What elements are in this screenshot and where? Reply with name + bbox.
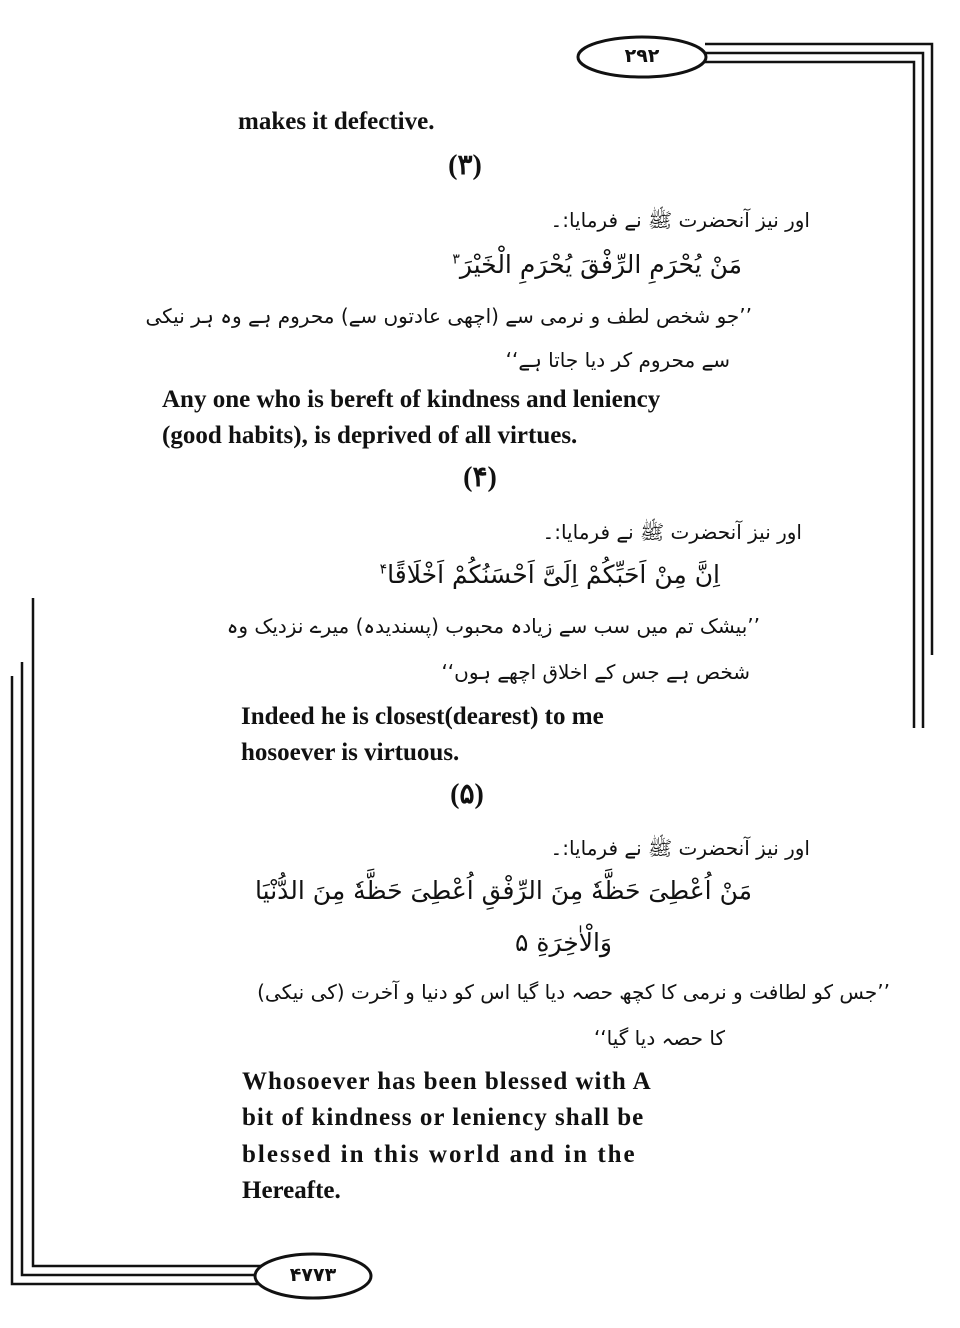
arabic-hadith-line: مَنْ اُعْطِىَ حَظَّهٗ مِنَ الرِّفْقِ اُعْطِىَ حَظَّهٗ مِنَ الدُّنْيَا (255, 876, 752, 905)
english-translation-line: Indeed he is closest(dearest) to me (241, 703, 604, 730)
urdu-translation-line: ’’جس کو لطافت و نرمی کا کچھ حصہ دیا گیا اس کو دنیا و آخرت (کی نیکی) (257, 980, 890, 1004)
urdu-translation-line: شخص ہے جس کے اخلاق اچھے ہوں‘‘ (441, 660, 750, 684)
bottom-page-number: ۴۷۷۳ (289, 1264, 337, 1286)
arabic-text: اِنَّ مِنْ اَحَبِّكُمْ اِلَىَّ اَحْسَنُكُمْ اَخْلَاقًا (387, 560, 720, 589)
arabic-hadith-line: وَالْاٰخِرَةِ ۵ (514, 928, 612, 957)
english-translation-line: hosoever is virtuous. (241, 739, 460, 766)
urdu-intro: اور نیز آنحضرت ﷺ نے فرمایا:۔ (550, 208, 810, 232)
footnote-ref: ۴ (379, 561, 388, 578)
urdu-intro: اور نیز آنحضرت ﷺ نے فرمایا:۔ (542, 520, 802, 544)
urdu-translation-line: سے محروم کر دیا جاتا ہے‘‘ (505, 348, 730, 372)
english-translation-line: Hereafte. (242, 1177, 341, 1204)
bottom-page-border (12, 598, 262, 1284)
footnote-ref: ۳ (452, 251, 460, 268)
urdu-translation-line: ’’بیشک تم میں سب سے زیادہ محبوب (پسندیدہ) میرے نزدیک وہ (226, 614, 760, 638)
urdu-translation-line: کا حصہ دیا گیا‘‘ (593, 1026, 725, 1050)
section-number: (۳) (448, 150, 482, 181)
english-translation-line: (good habits), is deprived of all virtues. (162, 422, 578, 449)
english-translation-line: Whosoever has been blessed with A (242, 1068, 652, 1095)
top-page-number: ۲۹۲ (624, 45, 660, 67)
arabic-hadith (380, 560, 720, 589)
english-translation-line: Any one who is bereft of kindness and leniency (162, 386, 661, 413)
english-translation-line: bit of kindness or leniency shall be (242, 1104, 645, 1131)
intro-line: makes it defective. (238, 108, 435, 135)
section-number: (۴) (463, 462, 497, 493)
arabic-hadith (452, 250, 742, 279)
section-number: (۵) (450, 779, 484, 810)
urdu-translation-line: ’’جو شخص لطف و نرمی سے (اچھی عادتوں سے) محروم ہے وہ ہر نیکی (145, 304, 752, 328)
arabic-text: مَنْ يُحْرَمِ الرِّفْقَ يُحْرَمِ الْخَيْرَ (459, 250, 742, 279)
english-translation-line: blessed in this world and in the (242, 1141, 637, 1168)
urdu-intro: اور نیز آنحضرت ﷺ نے فرمایا:۔ (550, 836, 810, 860)
